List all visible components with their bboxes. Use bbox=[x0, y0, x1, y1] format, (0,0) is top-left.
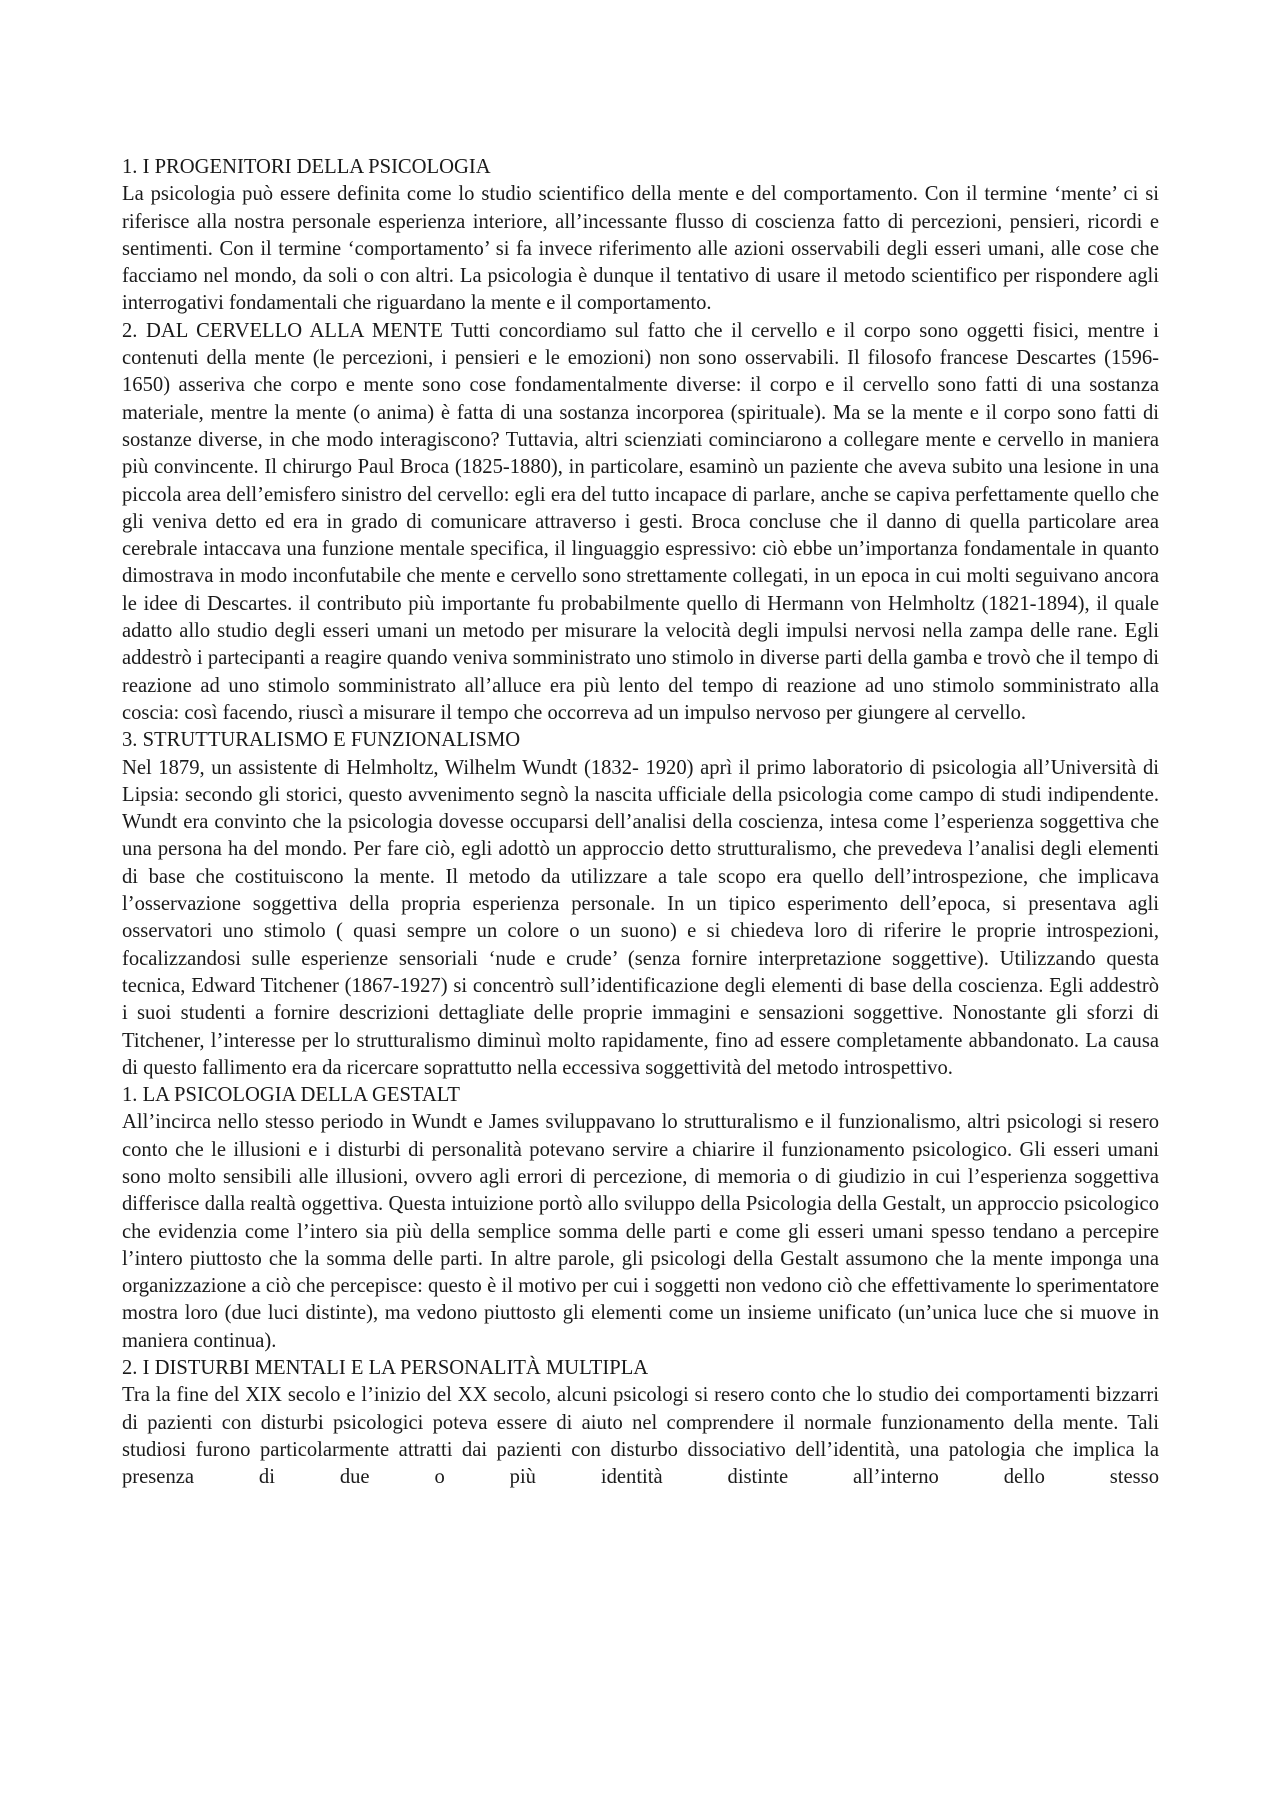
paragraph-gestalt: All’incirca nello stesso periodo in Wundt e James sviluppavano lo strutturalismo e il funzionalismo, altri psicologi si resero conto che le illusioni e i disturbi di personalità potevano servire a chiarire il funzionamento psicologico. Gli esseri umani sono molto sensibili alle illusioni, ovvero agli errori di percezione, di memoria o di giudizio in cui l’esperienza soggettiva differisce dalla realtà oggettiva. Questa intuizione portò allo sviluppo della Psicologia della Gestalt, un approccio psicologico che evidenzia come l’intero sia più della semplice somma delle parti e come gli esseri umani spesso tendano a percepire l’intero piuttosto che la somma delle parti. In altre parole, gli psicologi della Gestalt assumono che la mente imponga una organizzazione a ciò che percepisce: questo è il motivo per cui i soggetti non vedono ciò che effettivamente lo sperimentatore mostra loro (due luci distinte), ma vedono piuttosto gli elementi come un insieme unificato (un’unica luce che si muove in maniera continua). bbox=[122, 1111, 1159, 1352]
section-heading-progenitori: 1. I PROGENITORI DELLA PSICOLOGIA bbox=[122, 156, 491, 178]
section-heading-disturbi-mentali: 2. I DISTURBI MENTALI E LA PERSONALITÀ MULTIPLA bbox=[122, 1357, 649, 1380]
paragraph-strutturalismo: Nel 1879, un assistente di Helmholtz, Wilhelm Wundt (1832- 1920) aprì il primo laboratorio di psicologia all’Università di Lipsia: secondo gli storici, questo avvenimento segnò la nascita ufficiale della psicologia come campo di studi indipendente. Wundt era convinto che la psicologia dovesse occuparsi dell’analisi della coscienza, intesa come l’esperienza soggettiva che una persona ha del mondo. Per fare ciò, egli adottò un approccio detto strutturalismo, che prevedeva l’analisi degli elementi di base che costituiscono la mente. Il metodo da utilizzare a tale scopo era quello dell’introspezione, che implicava l’osservazione soggettiva della propria esperienza personale. In un tipico esperimento dell’epoca, si presentava agli osservatori uno stimolo ( quasi sempre un colore o un suono) e si chiedeva loro di riferire le proprie introspezioni, focalizzandosi sulle esperienze sensoriali ‘nude e crude’ (senza fornire interpretazione soggettive). Utilizzando questa tecnica, Edward Titchener (1867-1927) si concentrò sull’identificazione degli elementi di base della coscienza. Egli addestrò i suoi studenti a fornire descrizioni dettagliate delle proprie immagini e sensazioni soggettive. Nonostante gli sforzi di Titchener, l’interesse per lo strutturalismo diminuì molto rapidamente, fino ad essere completamente abbandonato. La causa di questo fallimento era da ricercare soprattutto nella eccessiva soggettività del metodo introspettivo. bbox=[122, 756, 1159, 1079]
paragraph-cervello-mente: 2. DAL CERVELLO ALLA MENTE Tutti concordiamo sul fatto che il cervello e il corpo sono oggetti fisici, mentre i contenuti della mente (le percezioni, i pensieri e le emozioni) non sono osservabili. Il filosofo francese Descartes (1596-1650) asseriva che corpo e mente sono cose fondamentalmente diverse: il corpo e il cervello sono fatti di una sostanza materiale, mentre la mente (o anima) è fatta di una sostanza incorporea (spirituale). Ma se la mente e il corpo sono fatti di sostanze diverse, in che modo interagiscono? Tuttavia, altri scienziati cominciarono a collegare mente e cervello in maniera più convincente. Il chirurgo Paul Broca (1825-1880), in particolare, esaminò un paziente che aveva subito una lesione in una piccola area dell’emisfero sinistro del cervello: egli era del tutto incapace di parlare, anche se capiva perfettamente quello che gli veniva detto ed era in grado di comunicare attraverso i gesti. Broca concluse che il danno di quella particolare area cerebrale intaccava una funzione mentale specifica, il linguaggio espressivo: ciò ebbe un’importanza fondamentale in quanto dimostrava in modo inconfutabile che mente e cervello sono strettamente collegati, in un epoca in cui molti seguivano ancora le idee di Descartes. il contributo più importante fu probabilmente quello di Hermann von Helmholtz (1821-1894), il quale adatto allo studio degli esseri umani un metodo per misurare la velocità degli impulsi nervosi nella zampa delle rane. Egli addestrò i partecipanti a reagire quando veniva somministrato uno stimolo in diverse parti della gamba e trovò che il tempo di reazione ad uno stimolo somministrato all’alluce era più lento del tempo di reazione ad uno stimolo somministrato alla coscia: così facendo, riuscì a misurare il tempo che occorreva ad un impulso nervoso per giungere al cervello. bbox=[122, 319, 1159, 724]
document-page bbox=[122, 154, 1159, 1492]
paragraph-progenitori: La psicologia può essere definita come lo studio scientifico della mente e del comportamento. Con il termine ‘mente’ ci si riferisce alla nostra personale esperienza interiore, all’incessante flusso di coscienza fatto di percezioni, pensieri, ricordi e sentimenti. Con il termine ‘comportamento’ si fa invece riferimento alle azioni osservabili degli esseri umani, alle cose che facciamo nel mondo, da soli o con altri. La psicologia è dunque il tentativo di usare il metodo scientifico per rispondere agli interrogativi fondamentali che riguardano la mente e il comportamento. bbox=[122, 183, 1159, 315]
paragraph-disturbi-mentali: Tra la fine del XIX secolo e l’inizio del XX secolo, alcuni psicologi si resero conto che lo studio dei comportamenti bizzarri di pazienti con disturbi psicologici poteva essere di aiuto nel comprendere il normale funzionamento della mente. Tali studiosi furono particolarmente attratti dai pazienti con disturbo dissociativo dell’identità, una patologia che implica la presenza di due o più identità distinte all’interno dello stesso bbox=[122, 1384, 1159, 1489]
section-heading-strutturalismo: 3. STRUTTURALISMO E FUNZIONALISMO bbox=[122, 729, 521, 752]
section-heading-gestalt: 1. LA PSICOLOGIA DELLA GESTALT bbox=[122, 1084, 460, 1107]
